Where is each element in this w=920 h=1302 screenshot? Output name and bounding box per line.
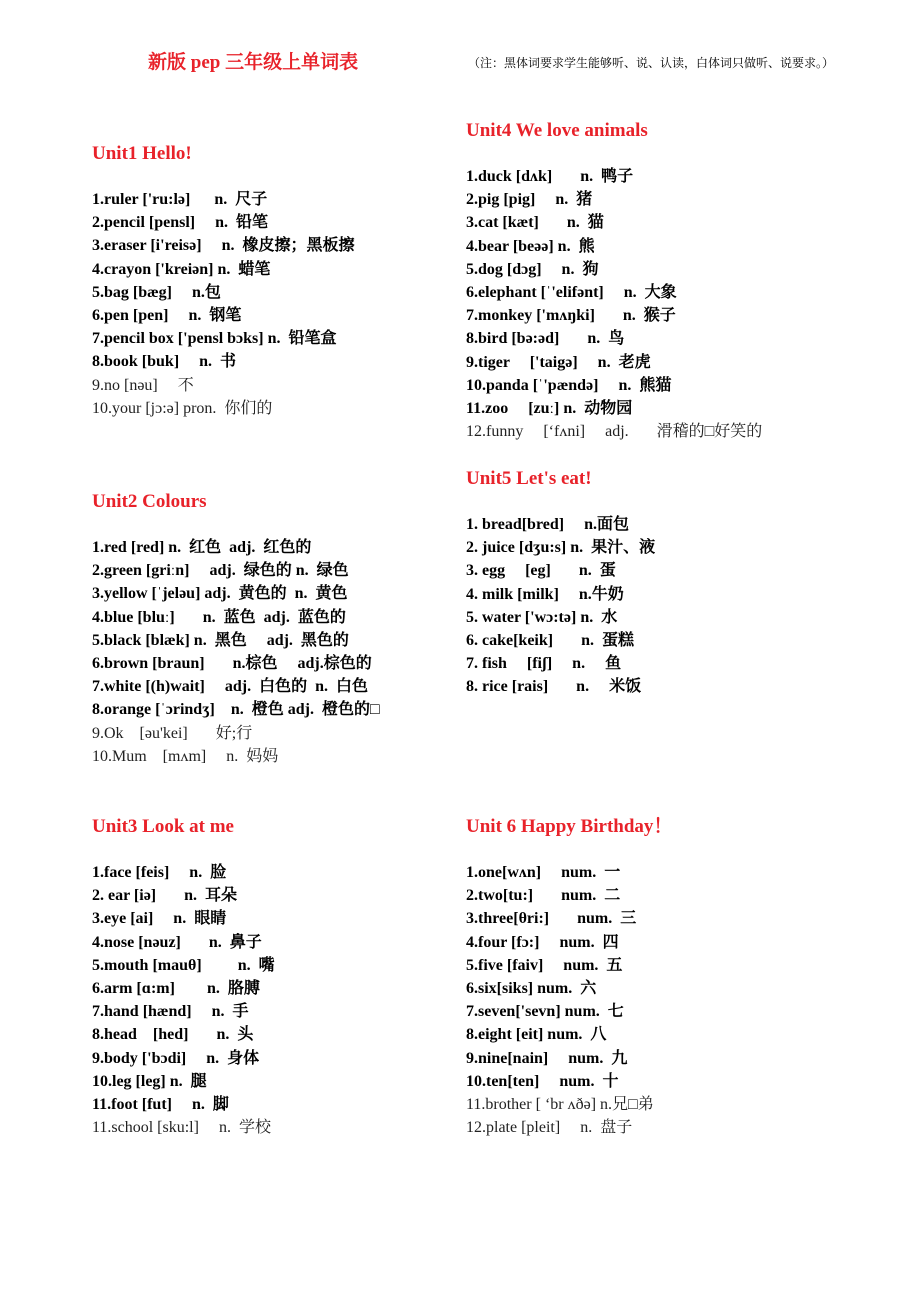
word-list xyxy=(466,861,866,1139)
unit-title: Unit3 Look at me xyxy=(92,816,234,837)
vocab-entry: 6.elephant [ˈ'elifənt] n. 大象 xyxy=(466,283,677,301)
vocab-entry: 5.black [blæk] n. 黑色 adj. 黑色的 xyxy=(92,631,349,649)
vocab-entry: 4.four [fɔ:] num. 四 xyxy=(466,933,619,951)
vocab-entry: 1.duck [dʌk] n. 鸭子 xyxy=(466,168,634,185)
vocab-entry: 4. milk [milk] n.牛奶 xyxy=(466,585,624,603)
vocab-entry: 2.green [griːn] adj. 绿色的 n. 绿色 xyxy=(92,562,349,580)
vocab-entry: 2.pig [pig] n. 猪 xyxy=(466,191,593,209)
vocab-entry: 12.funny [‘fʌni] adj. 滑稽的□好笑的 xyxy=(466,423,763,441)
unit-1-section xyxy=(92,141,492,420)
vocab-entry: 4.crayon ['kreiən] n. 蜡笔 xyxy=(92,260,271,278)
vocab-entry: 7.seven['sevn] num. 七 xyxy=(466,1003,624,1021)
vocab-entry: 1.red [red] n. 红色 adj. 红色的 xyxy=(92,539,312,556)
page-note: （注：黑体词要求学生能够听、说、认读，白体词只做听、说要求。） xyxy=(468,56,835,70)
unit-title: Unit5 Let's eat! xyxy=(466,468,592,489)
unit-title: Unit 6 Happy Birthday！ xyxy=(466,816,673,837)
vocab-entry: 11.zoo [zuː] n. 动物园 xyxy=(466,399,633,417)
vocab-entry: 7.white [(h)wait] adj. 白色的 n. 白色 xyxy=(92,678,368,696)
vocab-entry: 9.tiger ['taigə] n. 老虎 xyxy=(466,353,651,371)
vocab-entry: 4.bear [beəə] n. 熊 xyxy=(466,237,595,255)
vocab-entry: 5. water ['wɔ:tə] n. 水 xyxy=(466,608,618,626)
vocab-entry: 2. juice [dʒu:s] n. 果汁、液 xyxy=(466,539,656,557)
vocab-entry: 7.monkey ['mʌŋki] n. 猴子 xyxy=(466,307,676,325)
vocab-entry: 8.bird [bə:əd] n. 鸟 xyxy=(466,330,625,348)
vocab-entry: 11.foot [fut] n. 脚 xyxy=(92,1095,229,1113)
unit-6-section xyxy=(466,814,866,1139)
vocab-entry: 1.one[wʌn] num. 一 xyxy=(466,864,621,881)
vocab-entry: 6.pen [pen] n. 钢笔 xyxy=(92,306,242,324)
vocab-entry: 1. bread[bred] n.面包 xyxy=(466,516,629,533)
unit-title: Unit2 Colours xyxy=(92,491,207,512)
word-list xyxy=(466,513,866,699)
vocab-entry: 3.eraser [i'reisə] n. 橡皮擦；黑板擦 xyxy=(92,237,355,255)
unit-4-section xyxy=(466,118,866,443)
vocab-entry: 4.nose [nəuz] n. 鼻子 xyxy=(92,933,262,951)
vocab-entry: 6.six[siks] num. 六 xyxy=(466,979,597,997)
vocab-entry: 8.orange [ˈɔrindʒ] n. 橙色 adj. 橙色的□ xyxy=(92,701,380,719)
vocab-entry: 8. rice [rais] n. 米饭 xyxy=(466,678,642,696)
vocab-entry: 8.eight [eit] num. 八 xyxy=(466,1026,607,1044)
vocab-entry: 7.pencil box ['pensl bɔks] n. 铅笔盒 xyxy=(92,330,337,348)
vocab-entry: 8.head [hed] n. 头 xyxy=(92,1026,254,1044)
vocab-entry: 6.brown [braun] n.棕色 adj.棕色的 xyxy=(92,654,372,672)
unit-5-section xyxy=(466,466,866,699)
vocab-entry: 7.hand [hænd] n. 手 xyxy=(92,1003,249,1021)
vocab-entry: 12.plate [pleit] n. 盘子 xyxy=(466,1119,633,1137)
vocab-entry: 3.eye [ai] n. 眼睛 xyxy=(92,910,227,928)
vocab-entry: 9.body ['bɔdi] n. 身体 xyxy=(92,1049,260,1067)
vocab-entry: 5.mouth [mauθ] n. 嘴 xyxy=(92,956,275,974)
vocab-entry: 2.pencil [pensl] n. 铅笔 xyxy=(92,214,269,232)
vocab-entry: 1.face [feis] n. 脸 xyxy=(92,864,227,881)
vocab-entry: 10.ten[ten] num. 十 xyxy=(466,1072,619,1090)
vocab-entry: 3.three[θri:] num. 三 xyxy=(466,910,637,928)
vocab-entry: 9.no [nəu] 不 xyxy=(92,376,194,394)
vocab-entry: 3.yellow [ˈjeləu] adj. 黄色的 n. 黄色 xyxy=(92,585,348,603)
vocab-entry: 1.ruler ['ru:lə] n. 尺子 xyxy=(92,191,268,208)
page-title: 新版 pep 三年级上单词表 xyxy=(148,52,359,73)
vocab-entry: 5.dog [dɔg] n. 狗 xyxy=(466,260,599,278)
vocab-entry: 2.two[tu:] num. 二 xyxy=(466,887,621,905)
vocab-entry: 9.Ok [əu'kei] 好;行 xyxy=(92,724,253,742)
vocab-entry: 5.five [faiv] num. 五 xyxy=(466,956,623,974)
unit-2-section xyxy=(92,489,492,768)
unit-title: Unit4 We love animals xyxy=(466,120,648,141)
vocab-entry: 11.brother [ ‘br ʌðə] n.兄□弟 xyxy=(466,1095,654,1113)
vocab-entry: 4.blue [bluː] n. 蓝色 adj. 蓝色的 xyxy=(92,608,346,626)
vocab-entry: 3. egg [eg] n. 蛋 xyxy=(466,562,616,580)
vocab-entry: 2. ear [iə] n. 耳朵 xyxy=(92,887,238,905)
unit-3-section xyxy=(92,814,492,1139)
vocab-entry: 7. fish [fiʃ] n. 鱼 xyxy=(466,655,622,673)
vocab-entry: 11.school [sku:l] n. 学校 xyxy=(92,1119,271,1137)
vocab-entry: 8.book [buk] n. 书 xyxy=(92,353,237,371)
unit-title: Unit1 Hello! xyxy=(92,143,192,164)
vocab-entry: 5.bag [bæg] n.包 xyxy=(92,283,221,301)
vocab-entry: 10.panda [ˈ'pændə] n. 熊猫 xyxy=(466,376,672,394)
vocab-entry: 3.cat [kæt] n. 猫 xyxy=(466,214,604,232)
word-list xyxy=(92,188,492,420)
vocab-entry: 10.leg [leg] n. 腿 xyxy=(92,1072,207,1090)
word-list xyxy=(92,861,492,1139)
word-list xyxy=(466,165,866,443)
vocab-entry: 10.Mum [mʌm] n. 妈妈 xyxy=(92,747,279,765)
vocab-entry: 9.nine[nain] num. 九 xyxy=(466,1049,628,1067)
vocab-entry: 6. cake[keik] n. 蛋糕 xyxy=(466,631,635,649)
vocab-entry: 10.your [jɔ:ə] pron. 你们的 xyxy=(92,399,273,417)
word-list xyxy=(92,536,492,768)
vocab-entry: 6.arm [ɑ:m] n. 胳膊 xyxy=(92,979,260,997)
